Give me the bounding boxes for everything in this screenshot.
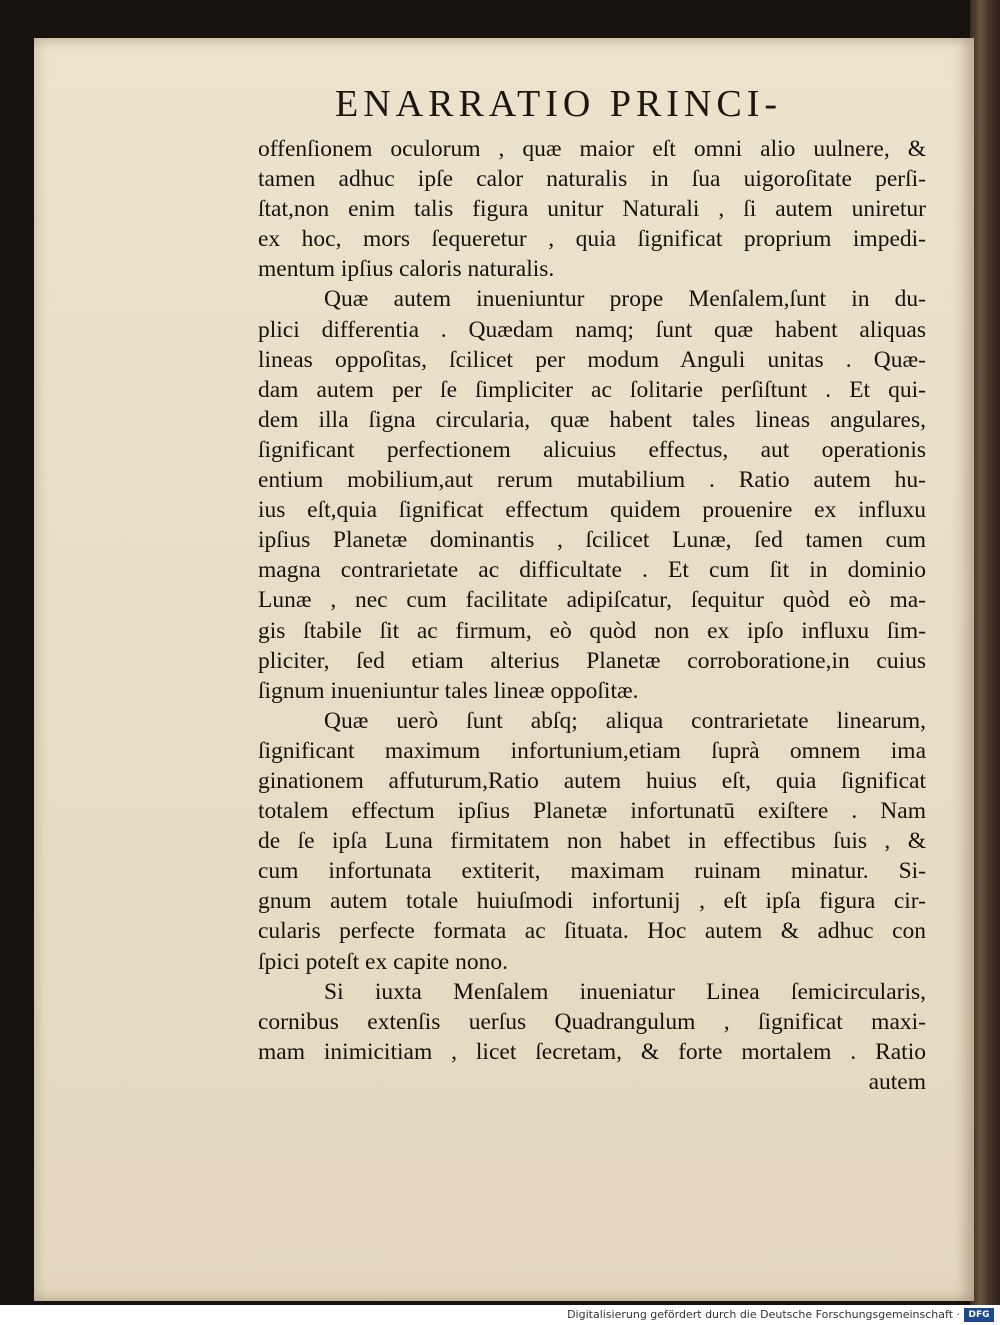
text-line: tamen adhuc ipſe calor naturalis in ſua uigoroſitate perſi- [258,166,926,193]
text-line: ſignum inueniuntur tales lineæ oppoſitæ. [258,677,639,704]
text-line: magna contrarietate ac difficultate . Et cum ſit in dominio [258,557,926,584]
text-line: dam autem per ſe ſimpliciter ac ſolitarie perſiſtunt . Et qui- [258,376,926,403]
catchword: autem [868,1068,926,1095]
text-line: plici differentia . Quædam namq; ſunt quæ habent aliquas [258,316,926,343]
footer-bar [0,1305,1000,1325]
text-line: offenſionem oculorum , quæ maior eſt omni alio uulnere, & [258,136,926,162]
dfg-logo-icon: DFG [964,1308,994,1322]
text-line: ſpici poteſt ex capite nono. [258,948,508,975]
text-line: ginationem affuturum,Ratio autem huius eſt, quia ſignificat [258,767,926,794]
text-line: Lunæ , nec cum facilitate adipiſcatur, ſequitur quòd eò ma- [258,587,926,614]
text-line: pliciter, ſed etiam alterius Planetæ corroboratione,in cuius [258,647,926,674]
text-line: mam inimicitiam , licet ſecretam, & forte mortalem . Ratio [258,1038,926,1065]
text-line: gnum autem totale huiuſmodi infortunij , eſt ipſa figura cir- [258,888,926,915]
text-line: ex hoc, mors ſequeretur , quia ſignificat proprium impedi- [258,226,926,253]
text-line: mentum ipſius caloris naturalis. [258,256,555,283]
text-line: de ſe ipſa Luna firmitatem non habet in effectibus ſuis , & [258,828,926,855]
text-line: lineas oppoſitas, ſcilicet per modum Anguli unitas . Quæ- [258,346,926,373]
text-line: ſignificant perfectionem alicuius effectus, aut operationis [258,436,926,463]
page-text-block [258,134,926,1097]
text-line: ſtat,non enim talis figura unitur Naturali , ſi autem uniretur [258,196,926,223]
text-line: Quæ autem inueniuntur prope Menſalem,ſunt in du- [324,286,926,313]
text-line: dem illa ſigna circularia, quæ habent tales lineas angulares, [258,406,926,433]
text-line: cornibus extenſis uerſus Quadrangulum , ſignificat maxi- [258,1008,926,1035]
text-line: Quæ uerò ſunt abſq; aliqua contrarietate linearum, [324,707,926,734]
text-line: cularis perfecte formata ac ſituata. Hoc autem & adhuc con [258,918,926,945]
text-line: entium mobilium,aut rerum mutabilium . Ratio autem hu- [258,467,926,494]
text-line: ſignificant maximum infortunium,etiam ſuprà omnem ima [258,737,926,764]
running-head: ENARRATIO PRINCI- [335,83,783,125]
text-line: cum infortunata extiterit, maximam ruinam minatur. Si- [258,858,926,885]
book-spine-edge [970,0,1000,1305]
text-line: totalem effectum ipſius Planetæ infortunatū exiſtere . Nam [258,798,926,825]
digitization-credit: Digitalisierung gefördert durch die Deutsche Forschungsgemeinschaft · [567,1308,960,1321]
text-line: ius eſt,quia ſignificat effectum quidem prouenire ex influxu [258,497,926,524]
text-line: Si iuxta Menſalem inueniatur Linea ſemicircularis, [324,978,926,1005]
text-line: gis ſtabile ſit ac firmum, eò quòd non ex ipſo influxu ſim- [258,617,926,644]
text-line: ipſius Planetæ dominantis , ſcilicet Lunæ, ſed tamen cum [258,527,926,554]
